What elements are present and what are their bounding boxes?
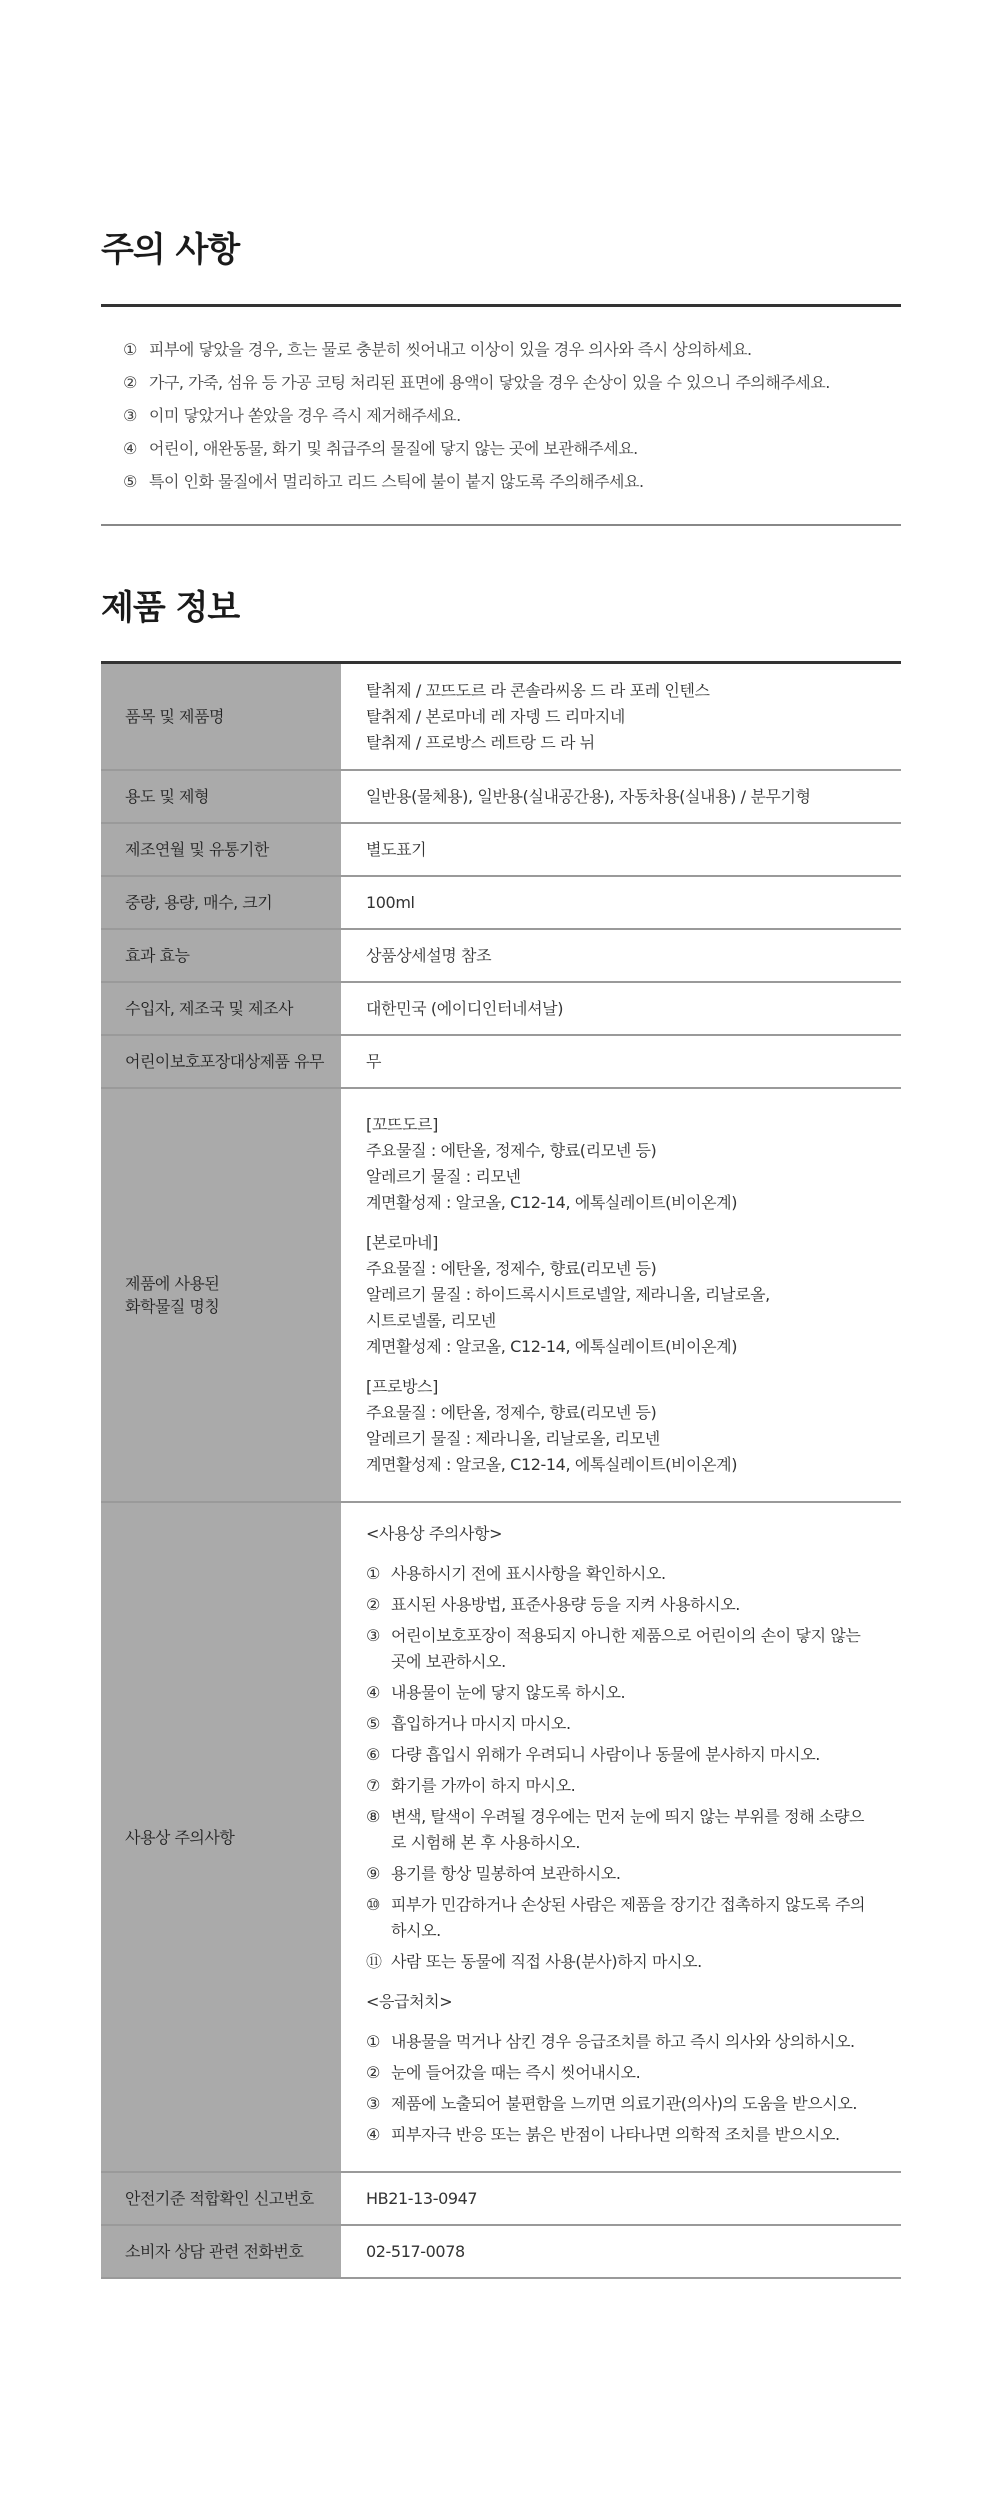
row-value: HB21-13-0947 bbox=[341, 2172, 901, 2225]
row-label: 소비자 상담 관련 전화번호 bbox=[101, 2225, 341, 2278]
product-info-table bbox=[101, 664, 901, 2279]
product-section bbox=[101, 580, 901, 629]
row-label: 제조연월 및 유통기한 bbox=[101, 823, 341, 876]
table-row bbox=[101, 929, 901, 982]
list-item: ④ 피부자극 반응 또는 붉은 반점이 나타나면 의학적 조치를 받으시오. bbox=[366, 2125, 840, 2144]
list-item: ① 내용물을 먹거나 삼킨 경우 응급조치를 하고 즉시 의사와 상의하시오. bbox=[366, 2032, 855, 2051]
row-label: 사용상 주의사항 bbox=[101, 1502, 341, 2172]
chemical-group: [프로방스] 주요물질 : 에탄올, 정제수, 향료(리모넨 등) 알레르기 물질 : 제라니올, 리날로올, 리모넨 계면활성제 : 알코올, C12-14, 에톡실레이트(비이온계) bbox=[366, 1377, 738, 1474]
list-item: ② 표시된 사용방법, 표준사용량 등을 지켜 사용하시오. bbox=[366, 1595, 740, 1614]
caution-list bbox=[101, 307, 901, 524]
row-value: 별도표기 bbox=[341, 823, 901, 876]
emergency-list bbox=[366, 2029, 871, 2148]
table-row bbox=[101, 876, 901, 929]
table-row bbox=[101, 1035, 901, 1088]
caution-title: 주의 사항 bbox=[101, 230, 240, 270]
list-item: ⑨ 용기를 항상 밀봉하여 보관하시오. bbox=[366, 1864, 621, 1883]
table-row bbox=[101, 823, 901, 876]
product-info-title: 제품 정보 bbox=[101, 588, 240, 628]
list-item: ⑦ 화기를 가까이 하지 마시오. bbox=[366, 1776, 576, 1795]
row-value: 무 bbox=[341, 1035, 901, 1088]
chemical-group: [본로마네] 주요물질 : 에탄올, 정제수, 향료(리모넨 등) 알레르기 물질 : 하이드록시시트로넬알, 제라니올, 리날로올, 시트로넬롤, 리모넨 계면활성제 : 알코올, C12-14, 에톡실레이트(비이온계) bbox=[366, 1233, 770, 1356]
list-item: ⑤ 흡입하거나 마시지 마시오. bbox=[366, 1714, 571, 1733]
row-value: 일반용(물체용), 일반용(실내공간용), 자동차용(실내용) / 분무기형 bbox=[341, 770, 901, 823]
row-label: 어린이보호포장대상제품 유무 bbox=[101, 1035, 341, 1088]
row-label: 중량, 용량, 매수, 크기 bbox=[101, 876, 341, 929]
row-label: 수입자, 제조국 및 제조사 bbox=[101, 982, 341, 1035]
row-value bbox=[341, 1088, 901, 1502]
table-row bbox=[101, 982, 901, 1035]
list-item: ③ 어린이보호포장이 적용되지 아니한 제품으로 어린이의 손이 닿지 않는 곳에 보관하시오. bbox=[366, 1626, 861, 1671]
usage-precaution-list bbox=[366, 1561, 871, 1975]
row-label: 안전기준 적합확인 신고번호 bbox=[101, 2172, 341, 2225]
table-row bbox=[101, 2172, 901, 2225]
list-item: ④ 내용물이 눈에 닿지 않도록 하시오. bbox=[366, 1683, 626, 1702]
caution-box bbox=[101, 304, 901, 526]
row-value: 대한민국 (에이디인터네셔날) bbox=[341, 982, 901, 1035]
table-row bbox=[101, 664, 901, 770]
list-item: ⑧ 변색, 탈색이 우려될 경우에는 먼저 눈에 띄지 않는 부위를 정해 소량으로 시험해 본 후 사용하시오. bbox=[366, 1807, 865, 1852]
row-value: 탈취제 / 꼬뜨도르 라 콘솔라씨옹 드 라 포레 인텐스 탈취제 / 본로마네 레 자뎅 드 리마지네 탈취제 / 프로방스 레트랑 드 라 뉘 bbox=[341, 664, 901, 770]
divider bbox=[101, 524, 901, 526]
row-value: 상품상세설명 참조 bbox=[341, 929, 901, 982]
list-item: ② 눈에 들어갔을 때는 즉시 씻어내시오. bbox=[366, 2063, 641, 2082]
list-item: ② 가구, 가죽, 섬유 등 가공 코팅 처리된 표면에 용액이 닿았을 경우 손상이 있을 수 있으니 주의해주세요. bbox=[123, 373, 830, 392]
row-label: 효과 효능 bbox=[101, 929, 341, 982]
row-value bbox=[341, 1502, 901, 2172]
row-label: 용도 및 제형 bbox=[101, 770, 341, 823]
table-row bbox=[101, 1502, 901, 2172]
list-item: ③ 제품에 노출되어 불편함을 느끼면 의료기관(의사)의 도움을 받으시오. bbox=[366, 2094, 858, 2113]
usage-subtitle: <사용상 주의사항> bbox=[366, 1524, 503, 1543]
list-item: ⑩ 피부가 민감하거나 손상된 사람은 제품을 장기간 접촉하지 않도록 주의하시오. bbox=[366, 1895, 866, 1940]
chemical-group: [꼬뜨도르] 주요물질 : 에탄올, 정제수, 향료(리모넨 등) 알레르기 물질 : 리모넨 계면활성제 : 알코올, C12-14, 에톡실레이트(비이온계) bbox=[366, 1115, 738, 1212]
row-label: 제품에 사용된 화학물질 명칭 bbox=[101, 1088, 341, 1502]
table-row bbox=[101, 2225, 901, 2278]
row-value: 100ml bbox=[341, 876, 901, 929]
emergency-subtitle: <응급처치> bbox=[366, 1992, 453, 2011]
list-item: ③ 이미 닿았거나 쏟았을 경우 즉시 제거해주세요. bbox=[123, 406, 461, 425]
list-item: ① 사용하시기 전에 표시사항을 확인하시오. bbox=[366, 1564, 666, 1583]
table-row bbox=[101, 770, 901, 823]
table-row bbox=[101, 1088, 901, 1502]
row-label: 품목 및 제품명 bbox=[101, 664, 341, 770]
caution-section bbox=[101, 222, 901, 271]
list-item: ④ 어린이, 애완동물, 화기 및 취급주의 물질에 닿지 않는 곳에 보관해주세요. bbox=[123, 439, 638, 458]
list-item: ⑪ 사람 또는 동물에 직접 사용(분사)하지 마시오. bbox=[366, 1952, 702, 1971]
product-info-table-wrap bbox=[101, 661, 901, 2279]
list-item: ⑥ 다량 흡입시 위해가 우려되니 사람이나 동물에 분사하지 마시오. bbox=[366, 1745, 820, 1764]
list-item: ⑤ 특이 인화 물질에서 멀리하고 리드 스틱에 불이 붙지 않도록 주의해주세요. bbox=[123, 472, 644, 491]
list-item: ① 피부에 닿았을 경우, 흐는 물로 충분히 씻어내고 이상이 있을 경우 의사와 즉시 상의하세요. bbox=[123, 340, 752, 359]
row-value: 02-517-0078 bbox=[341, 2225, 901, 2278]
